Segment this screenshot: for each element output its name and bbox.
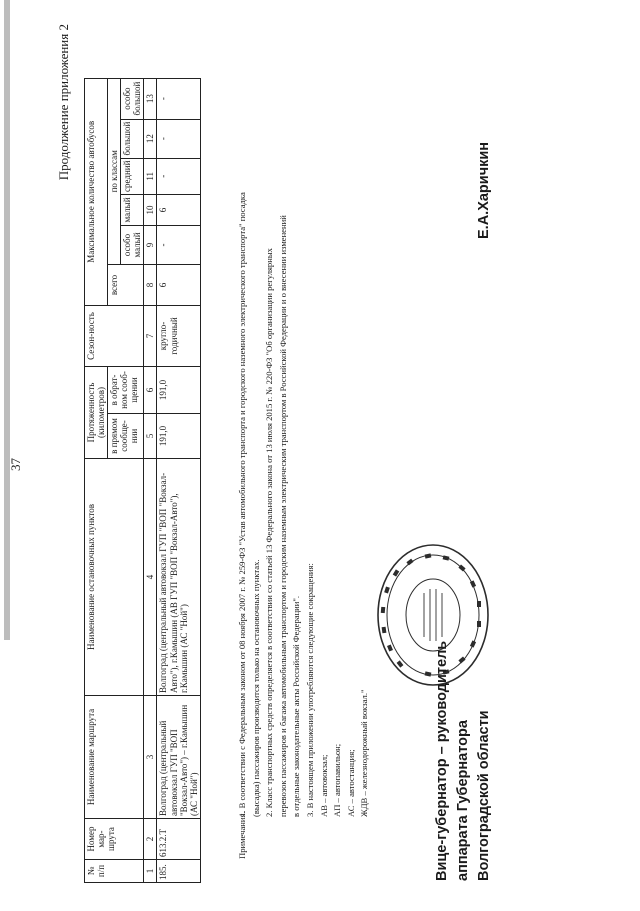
column-number: 13	[144, 78, 157, 119]
signature-line: Волгоградской области	[476, 710, 492, 881]
col-header-season: Сезон-ность	[85, 306, 144, 367]
column-number: 7	[144, 306, 157, 367]
cell-class-l: -	[157, 119, 200, 158]
note-line: перевозок пассажиров и багажа автомобильным транспортом и городским наземным электрическим транспортом в Российской Федерации и о внесении изменений	[277, 215, 288, 817]
column-number: 12	[144, 119, 157, 158]
signatory-name: Е.А.Харичкин	[476, 141, 492, 239]
note-line: 2. Класс транспортных средств определяется в соответствии со статьей 13 Федерального закона от 13 июля 2015 г. № 220-ФЗ "Об организации регулярных	[264, 248, 275, 817]
note-line: АС – автостанция;	[345, 749, 356, 817]
cell-route-num: 613.2.Т	[157, 819, 200, 860]
col-header-class-l: большой	[121, 119, 144, 158]
cell-stops: Волгоград (центральный автовокзал ГУП "ВОП "Вокзал-Авто"), г.Камышин (АВ ГУП "ВОП "Вокзал-Авто"), г.Камышин (АС "Ной")	[157, 459, 200, 696]
cell-total: 6	[157, 265, 200, 306]
cell-class-m: -	[157, 158, 200, 194]
cell-route-name: Волгоград (центральный автовокзал ГУП "ВОП "Вокзал-Авто") – г.Камышин (АС "Ной")	[157, 696, 200, 819]
note-line: 1. В соответствии с Федеральным законом от 08 ноября 2007 г. № 259-ФЗ "Устав автомобильного транспорта и городского наземного электрического транспорта" посадка	[237, 192, 247, 817]
cell-num: 185.	[157, 860, 200, 883]
cell-class-xl: -	[157, 78, 200, 119]
signature-line: Вице-губернатор – руководитель	[434, 640, 450, 881]
note-line: в отдельные законодательные акты Российской Федерации".	[291, 595, 302, 817]
cell-length-back: 191,0	[157, 367, 200, 414]
col-header-route-name: Наименование маршрута	[85, 696, 144, 819]
notes-title: Примечания.	[237, 811, 247, 859]
col-header-class-xl: особо большой	[121, 78, 144, 119]
column-number: 9	[144, 226, 157, 265]
column-number: 1	[144, 860, 157, 883]
col-header-num: № п/п	[85, 860, 144, 883]
cell-season: кругло-годичный	[157, 306, 200, 367]
note-line: АП – автопавильон;	[332, 743, 343, 817]
col-header-length-fwd: в прямом сообще-нии	[108, 414, 144, 459]
col-header-class-xs: особо малый	[121, 226, 144, 265]
column-number: 6	[144, 367, 157, 414]
column-number: 4	[144, 459, 157, 696]
column-number: 11	[144, 158, 157, 194]
continuation-label: Продолжение приложения 2	[56, 24, 71, 181]
col-header-total: всего	[108, 265, 144, 306]
column-number: 8	[144, 265, 157, 306]
page-number: 37	[8, 458, 23, 471]
note-line: 3. В настоящем приложении употребляются следующие сокращения:	[304, 563, 315, 817]
note-line: АВ – автовокзал;	[318, 754, 329, 817]
col-header-stops: Наименование остановочных пунктов	[85, 459, 144, 696]
col-header-by-class: по классам	[108, 78, 121, 264]
column-number: 2	[144, 819, 157, 860]
col-header-class-m: средний	[121, 158, 144, 194]
column-number: 3	[144, 696, 157, 819]
col-header-max-buses: Максимальное количество автобусов	[85, 78, 108, 305]
cell-length-fwd: 191,0	[157, 414, 200, 459]
col-header-route-num: Номер мар-шрута	[85, 819, 144, 860]
table-row	[157, 78, 200, 882]
col-header-length: Протяженность (километров)	[85, 367, 108, 459]
note-line: (высадка) пассажиров производится только на остановочных пунктах.	[250, 559, 261, 817]
column-number: 5	[144, 414, 157, 459]
notes-body	[236, 39, 372, 817]
column-number-row	[144, 78, 157, 882]
signature-line: аппарата Губернатора	[455, 720, 471, 881]
routes-table	[84, 78, 201, 883]
col-header-length-back: в обрат-ном сооб-щении	[108, 367, 144, 414]
header-row	[85, 78, 108, 882]
col-header-class-s: малый	[121, 195, 144, 226]
cell-class-xs: -	[157, 226, 200, 265]
column-number: 10	[144, 195, 157, 226]
cell-class-s: 6	[157, 195, 200, 226]
signature-block	[432, 641, 495, 881]
note-line: ЖДВ – железнодорожный вокзал."	[359, 689, 370, 817]
